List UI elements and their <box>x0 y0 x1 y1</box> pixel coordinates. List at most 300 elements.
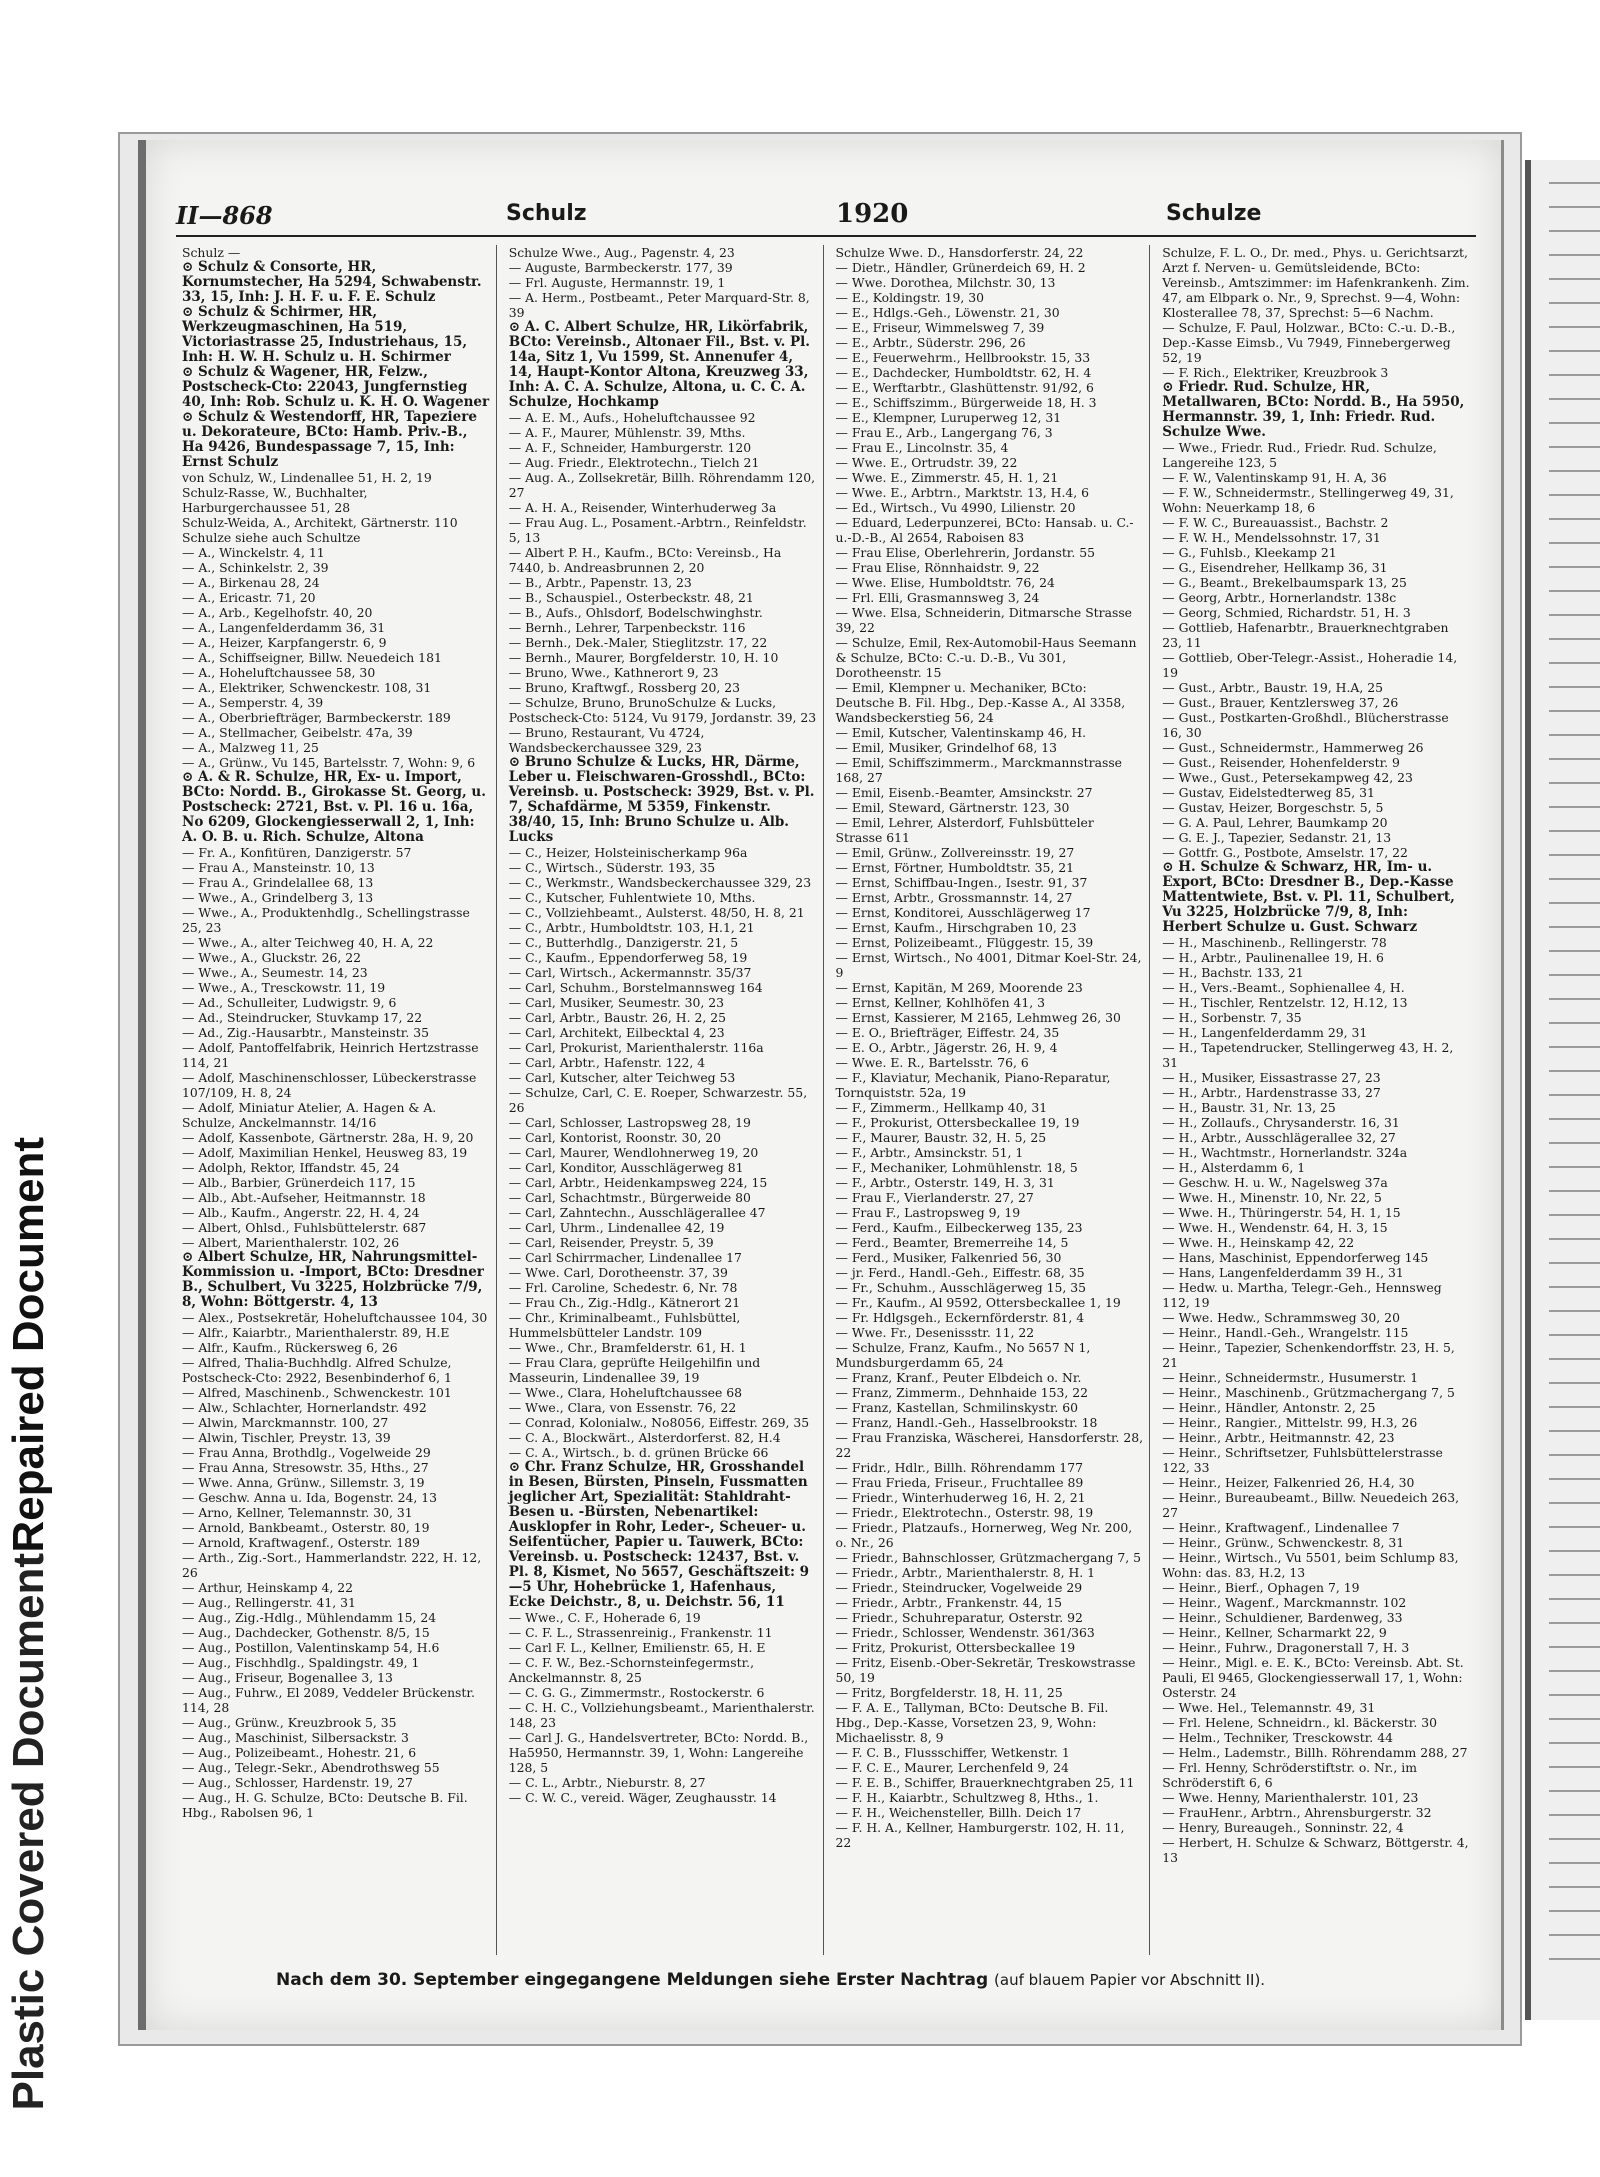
directory-entry: — Helm., Techniker, Tresckowstr. 44 <box>1162 1730 1393 1745</box>
adjacent-page-text-line <box>1549 998 1600 1000</box>
directory-entry: ⊙ Schulz & Schirmer, HR, Werkzeugmaschinen, Ha 519, Victoriastrasse 25, Industriehaus, 15, Inh: H. W. H. Schulz u. H. Schirmer <box>182 304 468 365</box>
directory-entry: — Heinr., Migl. e. E. K., BCto: Vereinsb. Abt. St. Pauli, El 9465, Glockengiesserwall 17, 1, Wohn: Osterstr. 24 <box>1162 1655 1464 1700</box>
directory-entry: — F. A. E., Tallyman, BCto: Deutsche B. Fil. Hbg., Dep.-Kasse, Vorsetzen 23, 9, Wohn: Michaelisstr. 8, 9 <box>835 1700 1109 1745</box>
directory-entry: — Frl. Henny, Schröderstiftstr. o. Nr., im Schröderstift 6, 6 <box>1162 1760 1417 1790</box>
adjacent-page-text-line <box>1549 1718 1600 1720</box>
directory-entry: — Alb., Barbier, Grünerdeich 117, 15 <box>182 1175 416 1190</box>
directory-entry: — Friedr., Schuhreparatur, Osterstr. 92 <box>835 1610 1083 1625</box>
plastic-covered-label: Plastic Covered Document <box>4 1552 53 2110</box>
directory-entry: — Gottlieb, Ober-Telegr.-Assist., Hoheradie 14, 19 <box>1162 650 1458 680</box>
directory-entry: — Ed., Wirtsch., Vu 4990, Lilienstr. 20 <box>835 500 1076 515</box>
directory-entry: — Frl. Elli, Grasmannsweg 3, 24 <box>835 590 1040 605</box>
directory-entry: — Aug., Fischhdlg., Spaldingstr. 49, 1 <box>182 1655 420 1670</box>
directory-entry: — Carl, Reisender, Preystr. 5, 39 <box>508 1235 714 1250</box>
directory-entry: — Wwe. Hedw., Schrammsweg 30, 20 <box>1162 1310 1400 1325</box>
directory-entry: — Gust., Brauer, Kentzlersweg 37, 26 <box>1162 695 1399 710</box>
directory-entry: — C. L., Arbtr., Nieburstr. 8, 27 <box>508 1775 706 1790</box>
directory-entry: — Alfr., Kaiarbtr., Marienthalerstr. 89, H.E <box>182 1325 450 1340</box>
directory-entry: — Wwe. H., Thüringerstr. 54, H. 1, 15 <box>1162 1205 1401 1220</box>
adjacent-page-text-line <box>1549 566 1600 568</box>
directory-entry: — F. Rich., Elektriker, Kreuzbrook 3 <box>1162 365 1389 380</box>
directory-entry: — A., Langenfelderdamm 36, 31 <box>182 620 386 635</box>
adjacent-page-text-line <box>1549 1766 1600 1768</box>
directory-column-4 <box>1156 245 1476 1955</box>
directory-entry: — Heinr., Schriftsetzer, Fuhlsbüttelerstrasse 122, 33 <box>1162 1445 1443 1475</box>
adjacent-page-text-line <box>1549 1838 1600 1840</box>
directory-entry: — C. H. C., Vollziehungsbeamt., Marienthalerstr. 148, 23 <box>508 1700 815 1730</box>
directory-entry: — Carl, Prokurist, Marienthalerstr. 116a <box>508 1040 764 1055</box>
adjacent-page-text-line <box>1549 1454 1600 1456</box>
adjacent-page-text-line <box>1549 878 1600 880</box>
directory-entry: — A., Schinkelstr. 2, 39 <box>182 560 329 575</box>
directory-entry: — Aug., Grünw., Kreuzbrook 5, 35 <box>182 1715 397 1730</box>
directory-entry: — A. F., Schneider, Hamburgerstr. 120 <box>508 440 752 455</box>
directory-entry: — E., Dachdecker, Humboldtstr. 62, H. 4 <box>835 365 1092 380</box>
directory-entry: — Bruno, Kraftwgf., Rossberg 20, 23 <box>508 680 741 695</box>
directory-entry: — Schulze, Franz, Kaufm., No 5657 N 1, Mundsburgerdamm 65, 24 <box>835 1340 1091 1370</box>
directory-entry: — Wwe. Fr., Desenissstr. 11, 22 <box>835 1325 1035 1340</box>
directory-entry: — C. W. C., vereid. Wäger, Zeughausstr. 14 <box>508 1790 777 1805</box>
directory-entry: — Aug., Schlosser, Hardenstr. 19, 27 <box>182 1775 413 1790</box>
directory-entry: — C., Kutscher, Fuhlentwiete 10, Mths. <box>508 890 756 905</box>
directory-entry: — Friedr., Platzaufs., Hornerweg, Weg Nr. 200, o. Nr., 26 <box>835 1520 1133 1550</box>
directory-entry: — Wwe. Dorothea, Milchstr. 30, 13 <box>835 275 1056 290</box>
directory-entry: — C., Heizer, Holsteinischerkamp 96a <box>508 845 748 860</box>
adjacent-page-text-line <box>1549 1862 1600 1864</box>
directory-page <box>138 140 1504 2030</box>
directory-entry: — Friedr., Arbtr., Frankenstr. 44, 15 <box>835 1595 1063 1610</box>
directory-entry: — Bruno, Restaurant, Vu 4724, Wandsbeckerchaussee 329, 23 <box>508 725 705 755</box>
adjacent-page-text-line <box>1549 638 1600 640</box>
directory-entry: ⊙ Chr. Franz Schulze, HR, Grosshandel in Besen, Bürsten, Pinseln, Fussmatten jeglicher Art, Spezialität: Stahldraht-Besen u. -Bürsten, Nebenartikel: Ausklopfer in Rohr, Leder-, Scheuer- u. Seifentücher, Papier u. Tauwerk, BCto: Vereinsb. u. Postscheck: 12437, Bst. v. Pl. 8, Kismet, No 5657, Geschäftszeit: 9—5 Uhr, Hohebrücke 1, Hafenhaus, Ecke Deichstr., 8, u. Deichstr. 56, 11 <box>508 1459 810 1610</box>
directory-entry: — Heinr., Rangier., Mittelstr. 99, H.3, 26 <box>1162 1415 1418 1430</box>
directory-entry: — Aug., Telegr.-Sekr., Abendrothsweg 55 <box>182 1760 440 1775</box>
adjacent-page-text-line <box>1549 854 1600 856</box>
adjacent-page-text-line <box>1549 902 1600 904</box>
directory-entry: — A., Elektriker, Schwenckestr. 108, 31 <box>182 680 432 695</box>
directory-entry: — Carl, Musiker, Seumestr. 30, 23 <box>508 995 725 1010</box>
directory-entry: — Geschw. Anna u. Ida, Bogenstr. 24, 13 <box>182 1490 438 1505</box>
adjacent-page-text-line <box>1549 1262 1600 1264</box>
adjacent-page-text-line <box>1549 734 1600 736</box>
directory-entry: — jr. Ferd., Handl.-Geh., Eiffestr. 68, 35 <box>835 1265 1085 1280</box>
directory-entry: — F., Prokurist, Ottersbeckallee 19, 19 <box>835 1115 1080 1130</box>
directory-entry: — Frl. Helene, Schneidrn., kl. Bäckerstr. 30 <box>1162 1715 1437 1730</box>
directory-entry: — Frau Franziska, Wäscherei, Hansdorferstr. 28, 22 <box>835 1430 1144 1460</box>
adjacent-page-text-line <box>1549 974 1600 976</box>
directory-entry: — Carl, Schuhm., Borstelmannsweg 164 <box>508 980 763 995</box>
directory-entry: — F., Mechaniker, Lohmühlenstr. 18, 5 <box>835 1160 1078 1175</box>
adjacent-page-text-line <box>1549 542 1600 544</box>
directory-entry: — Friedr., Steindrucker, Vogelweide 29 <box>835 1580 1083 1595</box>
directory-entry: — Heinr., Heizer, Falkenried 26, H.4, 30 <box>1162 1475 1415 1490</box>
directory-columns <box>176 245 1476 1955</box>
directory-entry: — Wwe. Henny, Marienthalerstr. 101, 23 <box>1162 1790 1419 1805</box>
directory-entry: Schulz-Weida, A., Architekt, Gärtnerstr. 110 <box>182 515 458 530</box>
directory-entry: — Franz, Zimmerm., Dehnhaide 153, 22 <box>835 1385 1089 1400</box>
directory-entry: — F. W. C., Bureauassist., Bachstr. 2 <box>1162 515 1389 530</box>
adjacent-page-edge <box>1525 160 1600 2020</box>
directory-entry: — Ernst, Schiffbau-Ingen., Isestr. 91, 37 <box>835 875 1088 890</box>
directory-entry: — Wwe., Clara, von Essenstr. 76, 22 <box>508 1400 737 1415</box>
directory-entry: — H., Arbtr., Hardenstrasse 33, 27 <box>1162 1085 1381 1100</box>
directory-entry: — F. W., Valentinskamp 91, H. A, 36 <box>1162 470 1387 485</box>
directory-entry: — Heinr., Bureaubeamt., Billw. Neuedeich 263, 27 <box>1162 1490 1460 1520</box>
directory-entry: — Schulze, Bruno, BrunoSchulze & Lucks, Postscheck-Cto: 5124, Vu 9179, Jordanstr. 39, 23 <box>508 695 817 725</box>
directory-entry: — Fr. A., Konfitüren, Danzigerstr. 57 <box>182 845 412 860</box>
directory-entry: — Frau Anna, Stresowstr. 35, Hths., 27 <box>182 1460 429 1475</box>
directory-entry: — Wwe. E., Arbtrn., Marktstr. 13, H.4, 6 <box>835 485 1090 500</box>
directory-entry: — Frau F., Lastropsweg 9, 19 <box>835 1205 1021 1220</box>
directory-entry: — Ferd., Musiker, Falkenried 56, 30 <box>835 1250 1062 1265</box>
directory-entry: — A., Arb., Kegelhofstr. 40, 20 <box>182 605 373 620</box>
directory-entry: — E., Schiffszimm., Bürgerweide 18, H. 3 <box>835 395 1097 410</box>
directory-entry: ⊙ Schulz & Westendorff, HR, Tapeziere u. Dekorateure, BCto: Hamb. Priv.-B., Ha 9426, Bundespassage 7, 15, Inh: Ernst Schulz <box>182 409 477 470</box>
directory-entry: — H., Zollaufs., Chrysanderstr. 16, 31 <box>1162 1115 1400 1130</box>
directory-entry: — Adolf, Maximilian Henkel, Heusweg 83, 19 <box>182 1145 468 1160</box>
directory-entry: — Ferd., Kaufm., Eilbeckerweg 135, 23 <box>835 1220 1083 1235</box>
directory-entry: — Arthur, Heinskamp 4, 22 <box>182 1580 354 1595</box>
directory-entry: — Heinr., Bierf., Ophagen 7, 19 <box>1162 1580 1360 1595</box>
directory-entry: — Schulze, Emil, Rex-Automobil-Haus Seemann & Schulze, BCto: C.-u. D.-B., Vu 301, Dorotheenstr. 15 <box>835 635 1137 680</box>
directory-entry: — Aug., Fuhrw., El 2089, Veddeler Brückenstr. 114, 28 <box>182 1685 475 1715</box>
directory-entry: — E., Klempner, Luruperweg 12, 31 <box>835 410 1062 425</box>
directory-entry: — Carl, Arbtr., Hafenstr. 122, 4 <box>508 1055 706 1070</box>
directory-entry: — H., Baustr. 31, Nr. 13, 25 <box>1162 1100 1336 1115</box>
directory-entry: — H., Arbtr., Paulinenallee 19, H. 6 <box>1162 950 1384 965</box>
adjacent-page-text-line <box>1549 1814 1600 1816</box>
directory-entry: — H., Vers.-Beamt., Sophienallee 4, H. <box>1162 980 1405 995</box>
directory-entry: — G., Fuhlsb., Kleekamp 21 <box>1162 545 1337 560</box>
directory-entry: — H., Sorbenstr. 7, 35 <box>1162 1010 1302 1025</box>
directory-entry: — E. O., Briefträger, Eiffestr. 24, 35 <box>835 1025 1060 1040</box>
directory-entry: — Arth., Zig.-Sort., Hammerlandstr. 222, H. 12, 26 <box>182 1550 482 1580</box>
directory-entry: — Friedr., Schlosser, Wendenstr. 361/363 <box>835 1625 1095 1640</box>
directory-entry: ⊙ A. C. Albert Schulze, HR, Likörfabrik, BCto: Vereinsb., Altonaer Fil., Bst. v. Pl. 14a, Sitz 1, Vu 1599, St. Annenufer 4, 14, Haupt-Kontor Altona, Kreuzweg 33, Inh: A. C. A. Schulze, Altona, u. C. C. A. Schulze, Hochkamp <box>508 319 810 410</box>
adjacent-page-text-line <box>1549 1670 1600 1672</box>
directory-entry: — Wwe. E. R., Bartelsstr. 76, 6 <box>835 1055 1029 1070</box>
directory-entry: — Ernst, Kaufm., Hirschgraben 10, 23 <box>835 920 1077 935</box>
directory-entry: — B., Arbtr., Papenstr. 13, 23 <box>508 575 692 590</box>
directory-entry: — A., Winckelstr. 4, 11 <box>182 545 325 560</box>
adjacent-page-text-line <box>1549 1238 1600 1240</box>
directory-entry: — H., Musiker, Eissastrasse 27, 23 <box>1162 1070 1381 1085</box>
directory-entry: — C. F. L., Strassenreinig., Frankenstr. 11 <box>508 1625 773 1640</box>
adjacent-page-text-line <box>1549 1118 1600 1120</box>
directory-entry: — A., Oberbriefträger, Barmbeckerstr. 189 <box>182 710 451 725</box>
directory-entry: — Heinr., Wirtsch., Vu 5501, beim Schlump 83, Wohn: das. 83, H.2, 13 <box>1162 1550 1459 1580</box>
adjacent-page-text-line <box>1549 830 1600 832</box>
directory-entry: — Gust., Postkarten-Großhdl., Blücherstrasse 16, 30 <box>1162 710 1449 740</box>
directory-entry: — Carl, Arbtr., Heidenkampsweg 224, 15 <box>508 1175 768 1190</box>
directory-entry: — Arnold, Bankbeamt., Osterstr. 80, 19 <box>182 1520 430 1535</box>
directory-entry: — C. A., Wirtsch., b. d. grünen Brücke 66 <box>508 1445 769 1460</box>
directory-entry: — Carl, Kontorist, Roonstr. 30, 20 <box>508 1130 722 1145</box>
directory-entry: — G., Eisendreher, Hellkamp 36, 31 <box>1162 560 1388 575</box>
directory-entry: — Ernst, Konditorei, Ausschlägerweg 17 <box>835 905 1091 920</box>
adjacent-page-text-line <box>1549 518 1600 520</box>
directory-entry: — Carl Schirrmacher, Lindenallee 17 <box>508 1250 742 1265</box>
adjacent-page-text-line <box>1549 1334 1600 1336</box>
adjacent-page-text-line <box>1549 1046 1600 1048</box>
directory-entry: — F. C. E., Maurer, Lerchenfeld 9, 24 <box>835 1760 1069 1775</box>
directory-entry: Schulze Wwe., Aug., Pagenstr. 4, 23 <box>508 245 735 260</box>
page-number: II—868 <box>176 201 273 230</box>
directory-entry: — Emil, Grünw., Zollvereinsstr. 19, 27 <box>835 845 1075 860</box>
adjacent-page-text-line <box>1549 326 1600 328</box>
adjacent-page-text-line <box>1549 1286 1600 1288</box>
directory-entry: — Wwe. Carl, Dorotheenstr. 37, 39 <box>508 1265 728 1280</box>
directory-entry: — Chr., Kriminalbeamt., Fuhlsbüttel, Hummelsbütteler Landstr. 109 <box>508 1310 741 1340</box>
directory-column-2 <box>503 245 824 1955</box>
directory-entry: — Alfr., Kaufm., Rückersweg 6, 26 <box>182 1340 398 1355</box>
directory-entry: — Ernst, Förtner, Humboldtstr. 35, 21 <box>835 860 1075 875</box>
directory-entry: — Alfred, Thalia-Buchhdlg. Alfred Schulze, Postscheck-Cto: 2922, Besenbinderhof 6, 1 <box>182 1355 452 1385</box>
directory-entry: — Franz, Kranf., Peuter Elbdeich o. Nr. <box>835 1370 1082 1385</box>
directory-entry: — Wwe., Chr., Bramfelderstr. 61, H. 1 <box>508 1340 747 1355</box>
directory-entry: — Fritz, Prokurist, Ottersbeckallee 19 <box>835 1640 1076 1655</box>
directory-entry: — Herbert, H. Schulze & Schwarz, Böttgerstr. 4, 13 <box>1162 1835 1469 1865</box>
directory-entry: ⊙ Friedr. Rud. Schulze, HR, Metallwaren, BCto: Nordd. B., Ha 5950, Hermannstr. 39, 1, Inh: Friedr. Rud. Schulze Wwe. <box>1162 379 1465 440</box>
directory-entry: — Gust., Reisender, Hohenfelderstr. 9 <box>1162 755 1400 770</box>
directory-entry: — Gust., Arbtr., Baustr. 19, H.A, 25 <box>1162 680 1383 695</box>
directory-entry: — Wwe., A., Tresckowstr. 11, 19 <box>182 980 386 995</box>
header-left-word: Schulz <box>506 201 587 226</box>
directory-entry: Schulz — <box>182 245 241 260</box>
directory-entry: — Wwe. H., Heinskamp 42, 22 <box>1162 1235 1355 1250</box>
adjacent-page-text-line <box>1549 1646 1600 1648</box>
directory-entry: — A. H. A., Reisender, Winterhuderweg 3a <box>508 500 777 515</box>
directory-entry: — Fridr., Hdlr., Billh. Röhrendamm 177 <box>835 1460 1083 1475</box>
header-year: 1920 <box>836 199 909 229</box>
directory-entry: — Alex., Postsekretär, Hoheluftchaussee 104, 30 <box>182 1310 488 1325</box>
directory-entry: — Emil, Steward, Gärtnerstr. 123, 30 <box>835 800 1070 815</box>
adjacent-page-text-line <box>1549 1886 1600 1888</box>
directory-entry: — Adolf, Kassenbote, Gärtnerstr. 28a, H. 9, 20 <box>182 1130 474 1145</box>
directory-entry: — E., Hdlgs.-Geh., Löwenstr. 21, 30 <box>835 305 1060 320</box>
adjacent-page-text-line <box>1549 1142 1600 1144</box>
directory-entry: — Wwe., Gust., Petersekampweg 42, 23 <box>1162 770 1413 785</box>
directory-entry: Schulze siehe auch Schultze <box>182 530 361 545</box>
directory-entry: — Fritz, Eisenb.-Ober-Sekretär, Treskowstrasse 50, 19 <box>835 1655 1136 1685</box>
directory-entry: — F. C. B., Flussschiffer, Wetkenstr. 1 <box>835 1745 1070 1760</box>
directory-entry: — A. Herm., Postbeamt., Peter Marquard-Str. 8, 39 <box>508 290 810 320</box>
directory-entry: — B., Schauspiel., Osterbeckstr. 48, 21 <box>508 590 754 605</box>
directory-entry: — F., Arbtr., Amsinckstr. 51, 1 <box>835 1145 1024 1160</box>
directory-entry: — Adolph, Rektor, Iffandstr. 45, 24 <box>182 1160 400 1175</box>
adjacent-page-text-line <box>1549 1502 1600 1504</box>
adjacent-page-text-line <box>1549 1622 1600 1624</box>
directory-entry: — Carl, Architekt, Eilbecktal 4, 23 <box>508 1025 725 1040</box>
directory-entry: — H., Langenfelderdamm 29, 31 <box>1162 1025 1368 1040</box>
directory-entry: — Heinr., Schneidermstr., Husumerstr. 1 <box>1162 1370 1419 1385</box>
adjacent-page-text-line <box>1549 1190 1600 1192</box>
directory-entry: — Henry, Bureaugeh., Sonninstr. 22, 4 <box>1162 1820 1404 1835</box>
directory-entry: — F. W., Schneidermstr., Stellingerweg 49, 31, Wohn: Neuerkamp 18, 6 <box>1162 485 1454 515</box>
adjacent-page-text-line <box>1549 686 1600 688</box>
directory-entry: — Franz, Handl.-Geh., Hasselbrookstr. 18 <box>835 1415 1098 1430</box>
directory-entry: ⊙ Schulz & Wagener, HR, Felzw., Postscheck-Cto: 22043, Jungfernstieg 40, Inh: Rob. Schulz u. K. H. O. Wagener <box>182 364 490 410</box>
directory-entry: — A., Hoheluftchaussee 58, 30 <box>182 665 376 680</box>
adjacent-page-text-line <box>1549 926 1600 928</box>
directory-entry: — Ernst, Arbtr., Grossmannstr. 14, 27 <box>835 890 1073 905</box>
adjacent-page-text-line <box>1549 1358 1600 1360</box>
directory-entry: — F., Zimmerm., Hellkamp 40, 31 <box>835 1100 1048 1115</box>
directory-entry: — A., Ericastr. 71, 20 <box>182 590 316 605</box>
directory-entry: — Heinr., Maschinenb., Grützmachergang 7, 5 <box>1162 1385 1455 1400</box>
adjacent-page-text-line <box>1549 230 1600 232</box>
adjacent-page-text-line <box>1549 1094 1600 1096</box>
directory-entry: — Gust., Schneidermstr., Hammerweg 26 <box>1162 740 1424 755</box>
adjacent-page-text-line <box>1549 470 1600 472</box>
directory-entry: — Wwe. Elise, Humboldtstr. 76, 24 <box>835 575 1055 590</box>
directory-entry: — Hedw. u. Martha, Telegr.-Geh., Hennsweg 112, 19 <box>1162 1280 1442 1310</box>
directory-entry: — Wwe. E., Ortrudstr. 39, 22 <box>835 455 1018 470</box>
directory-entry: — A., Semperstr. 4, 39 <box>182 695 324 710</box>
directory-entry: — A., Grünw., Vu 145, Bartelsstr. 7, Wohn: 9, 6 <box>182 755 476 770</box>
directory-entry: — Fritz, Borgfelderstr. 18, H. 11, 25 <box>835 1685 1063 1700</box>
directory-entry: — G., Beamt., Brekelbaumspark 13, 25 <box>1162 575 1407 590</box>
directory-column-3 <box>830 245 1151 1955</box>
directory-entry: — Ernst, Kapitän, M 269, Moorende 23 <box>835 980 1083 995</box>
directory-entry: — Aug., H. G. Schulze, BCto: Deutsche B. Fil. Hbg., Rabolsen 96, 1 <box>182 1790 468 1820</box>
directory-entry: — Friedr., Elektrotechn., Osterstr. 98, 19 <box>835 1505 1094 1520</box>
directory-entry: — Fr., Schuhm., Ausschlägerweg 15, 35 <box>835 1280 1087 1295</box>
directory-entry: — H., Maschinenb., Rellingerstr. 78 <box>1162 935 1387 950</box>
adjacent-page-text-line <box>1549 1166 1600 1168</box>
directory-entry: Schulze Wwe. D., Hansdorferstr. 24, 22 <box>835 245 1084 260</box>
directory-entry: — G. A. Paul, Lehrer, Baumkamp 20 <box>1162 815 1388 830</box>
directory-entry: — Georg, Arbtr., Hornerlandstr. 138c <box>1162 590 1397 605</box>
directory-entry: — Geschw. H. u. W., Nagelsweg 37a <box>1162 1175 1388 1190</box>
directory-entry: — Aug. Friedr., Elektrotechn., Tielch 21 <box>508 455 760 470</box>
directory-entry: — Frau Elise, Oberlehrerin, Jordanstr. 55 <box>835 545 1096 560</box>
adjacent-page-text-line <box>1549 758 1600 760</box>
directory-entry: — Wwe. Anna, Grünw., Sillemstr. 3, 19 <box>182 1475 425 1490</box>
footer-main-text: Nach dem 30. September eingegangene Meldungen siehe Erster Nachtrag <box>276 1970 989 1990</box>
directory-entry: — Adolf, Miniatur Atelier, A. Hagen & A. Schulze, Anckelmannstr. 14/16 <box>182 1100 437 1130</box>
directory-entry: ⊙ H. Schulze & Schwarz, HR, Im- u. Export, BCto: Dresdner B., Dep.-Kasse Mattentwiete, Bst. v. Pl. 11, Schulbert, Vu 3225, Holzbrücke 7/9, 8, Inh: Herbert Schulze u. Gust. Schwarz <box>1162 859 1455 935</box>
directory-entry: — Georg, Schmied, Richardstr. 51, H. 3 <box>1162 605 1411 620</box>
directory-entry: — Emil, Musiker, Grindelhof 68, 13 <box>835 740 1058 755</box>
directory-entry: — Gustav, Eidelstedterweg 85, 31 <box>1162 785 1375 800</box>
directory-entry: — A., Birkenau 28, 24 <box>182 575 320 590</box>
directory-entry: — C. F. W., Bez.-Schornsteinfegermstr., Anckelmannstr. 8, 25 <box>508 1655 755 1685</box>
directory-entry: — Heinr., Tapezier, Schenkendorffstr. 23, H. 5, 21 <box>1162 1340 1455 1370</box>
adjacent-page-text-line <box>1549 614 1600 616</box>
directory-entry: — F. W. H., Mendelssohnstr. 17, 31 <box>1162 530 1381 545</box>
directory-entry: — C., Arbtr., Humboldtstr. 103, H.1, 21 <box>508 920 755 935</box>
directory-entry: ⊙ Albert Schulze, HR, Nahrungsmittel-Kommission u. -Import, BCto: Dresdner B., Schulbert, Vu 3225, Holzbrücke 7/9, 8, Wohn: Böttgerstr. 4, 13 <box>182 1249 484 1310</box>
directory-entry: — Ad., Schulleiter, Ludwigstr. 9, 6 <box>182 995 397 1010</box>
directory-entry: — Auguste, Barmbeckerstr. 177, 39 <box>508 260 733 275</box>
directory-entry: — Frau Aug. L., Posament.-Arbtrn., Reinfeldstr. 5, 13 <box>508 515 807 545</box>
directory-entry: — Helm., Lademstr., Billh. Röhrendamm 288, 27 <box>1162 1745 1468 1760</box>
adjacent-page-text-line <box>1549 302 1600 304</box>
directory-entry: — A. E. M., Aufs., Hoheluftchaussee 92 <box>508 410 756 425</box>
directory-entry: — B., Aufs., Ohlsdorf, Bodelschwinghstr. <box>508 605 763 620</box>
directory-entry: — H., Arbtr., Ausschlägerallee 32, 27 <box>1162 1130 1396 1145</box>
adjacent-page-text-line <box>1549 398 1600 400</box>
directory-entry: — Albert, Ohlsd., Fuhlsbüttelerstr. 687 <box>182 1220 427 1235</box>
directory-entry: — A. F., Maurer, Mühlenstr. 39, Mths. <box>508 425 746 440</box>
directory-entry: — Ernst, Wirtsch., No 4001, Ditmar Koel-Str. 24, 9 <box>835 950 1142 980</box>
directory-entry: — Frau Anna, Brothdlg., Vogelweide 29 <box>182 1445 431 1460</box>
directory-entry: — Wwe. H., Minenstr. 10, Nr. 22, 5 <box>1162 1190 1382 1205</box>
directory-column-1 <box>176 245 497 1955</box>
directory-entry: — F., Arbtr., Osterstr. 149, H. 3, 31 <box>835 1175 1055 1190</box>
adjacent-page-text-line <box>1549 206 1600 208</box>
adjacent-page-text-line <box>1549 1214 1600 1216</box>
adjacent-page-text-line <box>1549 350 1600 352</box>
adjacent-page-text-line <box>1549 1598 1600 1600</box>
directory-entry: — Emil, Eisenb.-Beamter, Amsinckstr. 27 <box>835 785 1093 800</box>
directory-entry: — Frau A., Mansteinstr. 10, 13 <box>182 860 375 875</box>
directory-entry: — E. O., Arbtr., Jägerstr. 26, H. 9, 4 <box>835 1040 1058 1055</box>
directory-entry: — Frau Elise, Rönnhaidstr. 9, 22 <box>835 560 1040 575</box>
adjacent-page-text-line <box>1549 1070 1600 1072</box>
directory-entry: — Carl, Maurer, Wendlohnerweg 19, 20 <box>508 1145 759 1160</box>
directory-entry: — H., Tischler, Rentzelstr. 12, H.12, 13 <box>1162 995 1408 1010</box>
directory-entry: — Wwe., A., Seumestr. 14, 23 <box>182 965 368 980</box>
directory-entry: — Gustav, Heizer, Borgeschstr. 5, 5 <box>1162 800 1384 815</box>
directory-entry: — C., Werkmstr., Wandsbeckerchaussee 329, 23 <box>508 875 812 890</box>
directory-entry: — Ernst, Kassierer, M 2165, Lehmweg 26, 30 <box>835 1010 1121 1025</box>
adjacent-page-text-line <box>1549 1022 1600 1024</box>
directory-entry: — H., Tapetendrucker, Stellingerweg 43, H. 2, 31 <box>1162 1040 1454 1070</box>
page-header <box>176 195 1476 237</box>
directory-entry: — Wwe., A., Grindelberg 3, 13 <box>182 890 374 905</box>
directory-entry: — Wwe. Hel., Telemannstr. 49, 31 <box>1162 1700 1376 1715</box>
directory-entry: — Franz, Kastellan, Schmilinskystr. 60 <box>835 1400 1079 1415</box>
directory-entry: — Carl, Schachtmstr., Bürgerweide 80 <box>508 1190 751 1205</box>
directory-entry: — Frau Clara, geprüfte Heilgehilfin und Masseurin, Lindenallee 39, 19 <box>508 1355 761 1385</box>
directory-entry: — Frl. Caroline, Schedestr. 6, Nr. 78 <box>508 1280 738 1295</box>
adjacent-page-text-line <box>1549 254 1600 256</box>
directory-entry: — Fr., Kaufm., Al 9592, Ottersbeckallee 1, 19 <box>835 1295 1121 1310</box>
directory-entry: — Emil, Schiffszimmerm., Marckmannstrasse 168, 27 <box>835 755 1123 785</box>
directory-entry: — Heinr., Händler, Antonstr. 2, 25 <box>1162 1400 1376 1415</box>
directory-entry: — Carl, Wirtsch., Ackermannstr. 35/37 <box>508 965 752 980</box>
directory-entry: — F. H., Kaiarbtr., Schultzweg 8, Hths., 1. <box>835 1790 1099 1805</box>
directory-entry: — Arno, Kellner, Telemannstr. 30, 31 <box>182 1505 413 1520</box>
directory-entry: — G. E. J., Tapezier, Sedanstr. 21, 13 <box>1162 830 1392 845</box>
directory-entry: — Carl J. G., Handelsvertreter, BCto: Nordd. B., Ha5950, Hermannstr. 39, 1, Wohn: Langereihe 128, 5 <box>508 1730 809 1775</box>
directory-entry: — H., Alsterdamm 6, 1 <box>1162 1160 1306 1175</box>
directory-entry: — Wwe., Clara, Hoheluftchaussee 68 <box>508 1385 743 1400</box>
footer-parenthetical: (auf blauem Papier vor Abschnitt II). <box>994 1971 1266 1989</box>
directory-entry: — Wwe., A., Gluckstr. 26, 22 <box>182 950 362 965</box>
directory-entry: — Emil, Lehrer, Alsterdorf, Fuhlsbütteler Strasse 611 <box>835 815 1094 845</box>
directory-entry: — A., Heizer, Karpfangerstr. 6, 9 <box>182 635 387 650</box>
directory-entry: — Frau F., Vierlanderstr. 27, 27 <box>835 1190 1034 1205</box>
directory-entry: — E., Arbtr., Süderstr. 296, 26 <box>835 335 1026 350</box>
adjacent-page-text-line <box>1549 446 1600 448</box>
adjacent-page-text-line <box>1549 1526 1600 1528</box>
directory-entry: — Alwin, Marckmannstr. 100, 27 <box>182 1415 389 1430</box>
page-footer-note <box>276 1970 1376 1990</box>
adjacent-page-text-line <box>1549 278 1600 280</box>
directory-entry: — Wwe., A., alter Teichweg 40, H. A, 22 <box>182 935 434 950</box>
directory-entry: — F., Maurer, Baustr. 32, H. 5, 25 <box>835 1130 1047 1145</box>
directory-entry: — Heinr., Wagenf., Marckmannstr. 102 <box>1162 1595 1407 1610</box>
directory-entry: — Aug., Zig.-Hdlg., Mühlendamm 15, 24 <box>182 1610 437 1625</box>
directory-entry: Schulz-Rasse, W., Buchhalter, Harburgerchaussee 51, 28 <box>182 485 368 515</box>
directory-entry: ⊙ Schulz & Consorte, HR, Kornumstecher, Ha 5294, Schwabenstr. 33, 15, Inh: J. H. F. u. F. E. Schulz <box>182 259 482 305</box>
directory-entry: — Carl, Konditor, Ausschlägerweg 81 <box>508 1160 744 1175</box>
directory-entry: — Alb., Kaufm., Angerstr. 22, H. 4, 24 <box>182 1205 420 1220</box>
directory-entry: — Frau Frieda, Friseur., Fruchtallee 89 <box>835 1475 1084 1490</box>
